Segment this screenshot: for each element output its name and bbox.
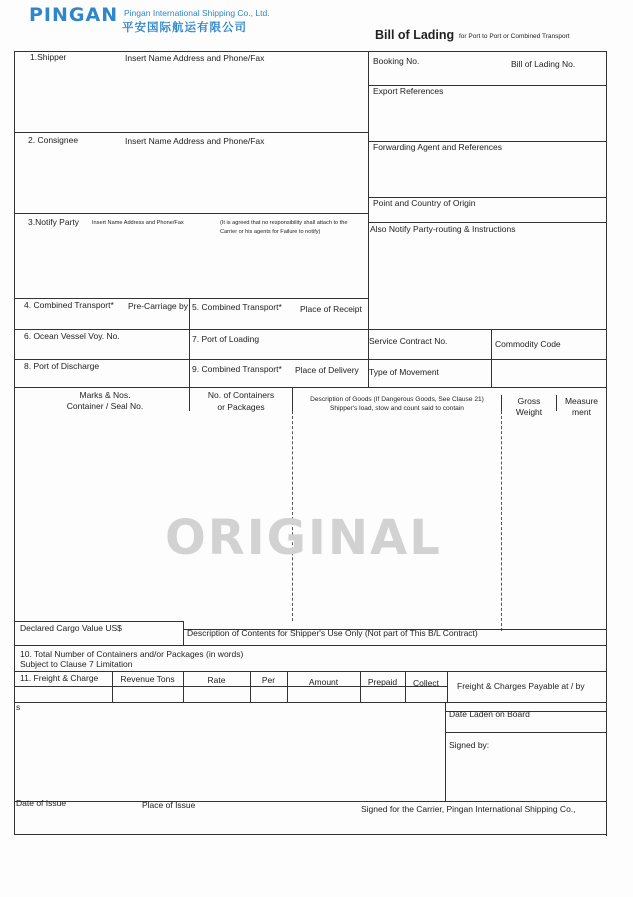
notify-disclaimer-line-2: Carrier or his agents for Failure to notify) [220,229,321,235]
combined-transport-9-label: 9. Combined Transport* [192,364,282,374]
rate-label: Rate [207,675,226,685]
logo-wordmark: PINGAN [29,4,119,26]
per-label: Per [261,675,276,685]
type-of-movement-label: Type of Movement [369,367,439,377]
ocean-vessel-label: 6. Ocean Vessel Voy. No. [24,331,120,341]
booking-no-label: Booking No. [373,56,420,66]
bl-no-label: Bill of Lading No. [511,59,576,69]
combined-transport-5-label: 5. Combined Transport* [192,302,282,312]
total-containers-label: 10. Total Number of Containers and/or Packages (in words) [20,649,244,659]
consignee-hint: Insert Name Address and Phone/Fax [125,136,265,146]
place-of-receipt-label: Place of Receipt [300,304,362,314]
consignee-label: 2. Consignee [28,135,79,145]
shippers-load-label: Shipper's load, stow and count said to contain [330,405,464,412]
place-of-delivery-label: Place of Delivery [295,365,359,375]
port-of-loading-label: 7. Port of Loading [192,334,260,344]
declared-cargo-value-label: Declared Cargo Value US$ [20,623,122,633]
forwarding-agent-label: Forwarding Agent and References [373,142,502,152]
company-name-cn: 平安国际航运有限公司 [122,20,247,34]
notify-party-label: 3.Notify Party [28,217,80,227]
description-contents-label: Description of Contents for Shipper's Use Only (Not part of This B/L Contract) [187,628,478,638]
point-country-origin-label: Point and Country of Origin [373,198,476,208]
signed-by-label: Signed by: [449,740,490,750]
date-laden-label: Date Laden on Board [449,709,530,719]
notify-disclaimer-line-1: (It is agreed that no responsibility shall attach to the [220,220,348,226]
notify-party-hint: Insert Name Address and Phone/Fax [92,220,184,226]
combined-transport-4-label: 4. Combined Transport* [24,300,114,310]
document-subtitle: for Port to Port or Combined Transport [459,33,570,40]
s-mark: s [16,702,21,712]
port-of-discharge-label: 8. Port of Discharge [24,361,100,371]
gross-weight-label-2: Weight [515,407,543,417]
no-of-containers-label: No. of Containers [207,390,275,400]
also-notify-label: Also Notify Party-routing & Instructions [370,224,516,234]
measurement-label-2: ment [572,407,591,417]
pre-carriage-label: Pre-Carriage by [128,301,188,311]
gross-weight-label-1: Gross [517,396,541,406]
clause-7-limitation-label: Subject to Clause 7 Limitation [20,659,133,669]
measurement-label-1: Measure [564,396,599,406]
shipper-hint: Insert Name Address and Phone/Fax [125,53,265,63]
marks-nos-label: Marks & Nos. [79,390,131,400]
export-references-label: Export References [373,86,444,96]
shipper-label: 1.Shipper [30,52,67,62]
description-of-goods-label: Description of Goods (If Dangerous Goods, See Clause 21) [310,396,484,403]
prepaid-label: Prepaid [367,677,398,687]
document-title: Bill of Lading [375,28,455,42]
date-of-issue-label: Date of Issue [16,798,67,808]
freight-charge-label: 11. Freight & Charge [20,673,99,683]
service-contract-label: Service Contract No. [369,336,448,346]
freight-payable-label: Freight & Charges Payable at / by [457,681,585,691]
signed-for-carrier-label: Signed for the Carrier, Pingan International Shipping Co., [361,804,576,814]
commodity-code-label: Commodity Code [495,339,561,349]
original-watermark: ORIGINAL [165,510,442,566]
or-packages-label: or Packages [217,402,265,412]
amount-label: Amount [308,677,339,687]
place-of-issue-label: Place of Issue [142,800,196,810]
revenue-tons-label: Revenue Tons [120,674,175,684]
collect-label: Collect [413,678,439,688]
company-name-en: Pingan International Shipping Co., Ltd. [124,8,270,18]
container-seal-label: Container / Seal No. [66,401,144,411]
